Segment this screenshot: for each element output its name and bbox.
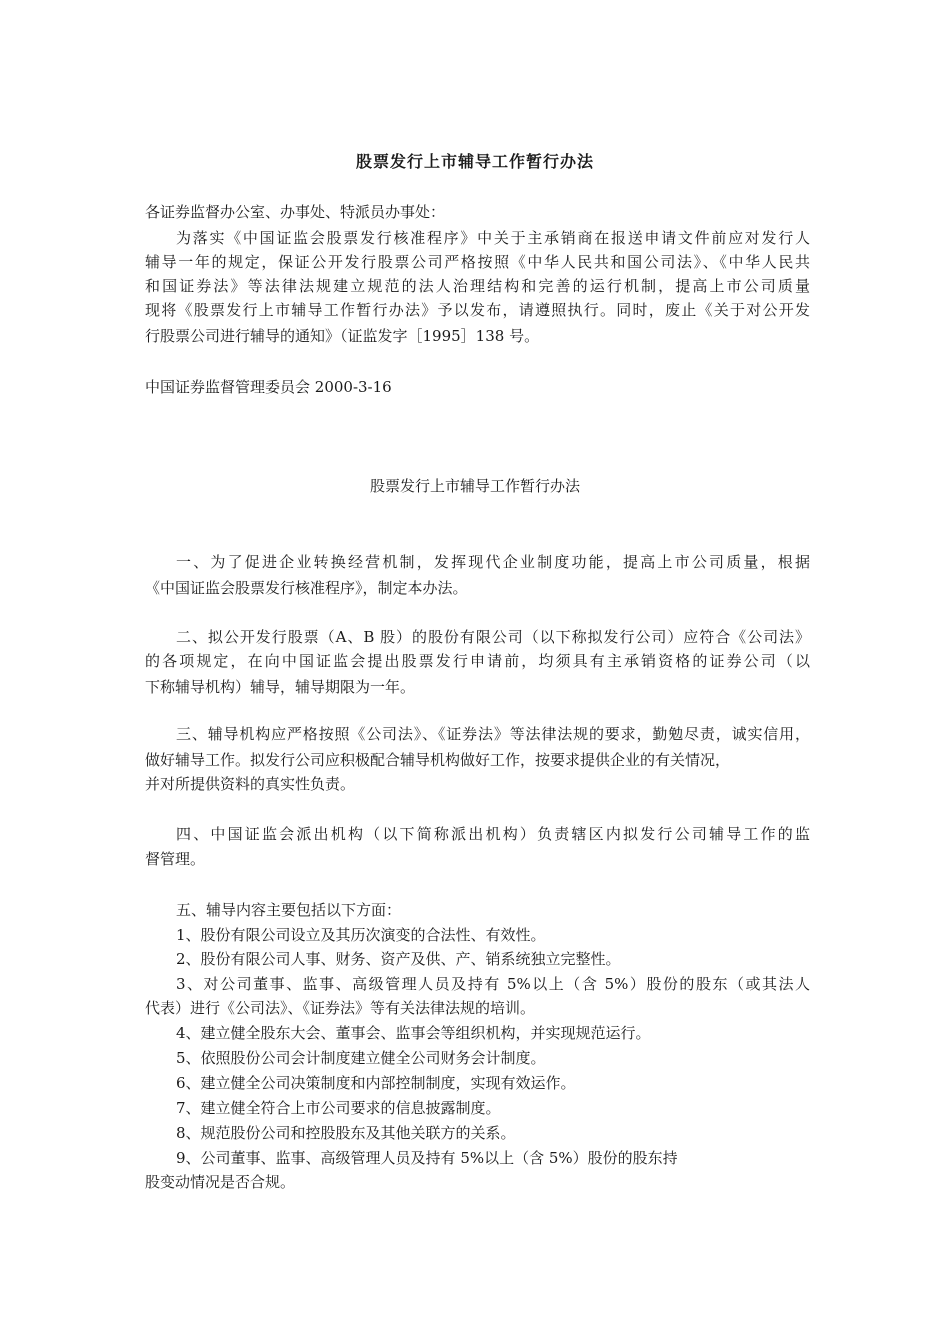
article-4-line: 四、中国证监会派出机构（以下简称派出机构）负责辖区内拟发行公司辅导工作的监 [176, 825, 810, 843]
intro-line: 辅导一年的规定，保证公开发行股票公司严格按照《中华人民共和国公司法》、《中华人民共 [145, 253, 810, 271]
article-3-line: 做好辅导工作。拟发行公司应积极配合辅导机构做好工作，按要求提供企业的有关情况， [145, 751, 731, 769]
list-item: 5、依照股份公司会计制度建立健全公司财务会计制度。 [176, 1049, 546, 1067]
article-3-line: 并对所提供资料的真实性负责。 [145, 775, 356, 793]
intro-line: 为落实《中国证监会股票发行核准程序》中关于主承销商在报送申请文件前应对发行人 [176, 229, 810, 247]
intro-line: 和国证券法》等法律法规建立规范的法人治理结构和完善的运行机制，提高上市公司质量 [145, 277, 810, 295]
list-item: 7、建立健全符合上市公司要求的信息披露制度。 [176, 1099, 501, 1117]
list-item: 9、公司董事、监事、高级管理人员及持有 5%以上（含 5%）股份的股东持 [176, 1149, 678, 1167]
salutation: 各证券监督办公室、办事处、特派员办事处： [145, 203, 446, 221]
list-item: 1、股份有限公司设立及其历次演变的合法性、有效性。 [176, 926, 546, 944]
document-title: 股票发行上市辅导工作暂行办法 [355, 152, 594, 171]
article-2-line: 二、拟公开发行股票（A、B 股）的股份有限公司（以下称拟发行公司）应符合《公司法》 [176, 628, 810, 646]
intro-line: 行股票公司进行辅导的通知》（证监发字［1995］138 号。 [145, 327, 540, 345]
list-item: 代表）进行《公司法》、《证券法》等有关法律法规的培训。 [145, 999, 536, 1017]
list-item: 6、建立健全公司决策制度和内部控制制度，实现有效运作。 [176, 1074, 576, 1092]
article-2-line: 下称辅导机构）辅导，辅导期限为一年。 [145, 678, 416, 696]
list-item: 8、规范股份公司和控股股东及其他关联方的关系。 [176, 1124, 516, 1142]
signature: 中国证券监督管理委员会 2000-3-16 [145, 378, 392, 396]
document-subtitle: 股票发行上市辅导工作暂行办法 [369, 477, 580, 495]
article-2-line: 的各项规定，在向中国证监会提出股票发行申请前，均须具有主承销资格的证券公司（以 [145, 652, 810, 670]
list-item: 2、股份有限公司人事、财务、资产及供、产、销系统独立完整性。 [176, 950, 621, 968]
list-item: 股变动情况是否合规。 [145, 1173, 296, 1191]
intro-line: 现将《股票发行上市辅导工作暂行办法》予以发布，请遵照执行。同时，废止《关于对公开发 [145, 301, 810, 319]
article-1-line: 一、为了促进企业转换经营机制，发挥现代企业制度功能，提高上市公司质量，根据 [176, 553, 810, 571]
article-1-line: 《中国证监会股票发行核准程序》，制定本办法。 [145, 579, 468, 597]
article-3-line: 三、辅导机构应严格按照《公司法》、《证券法》等法律法规的要求，勤勉尽责，诚实信用， [176, 725, 810, 743]
article-4-line: 督管理。 [145, 850, 206, 868]
article-5-heading: 五、辅导内容主要包括以下方面： [176, 901, 402, 919]
list-item: 4、建立健全股东大会、董事会、监事会等组织机构，并实现规范运行。 [176, 1024, 651, 1042]
list-item: 3、对公司董事、监事、高级管理人员及持有 5%以上（含 5%）股份的股东（或其法人 [176, 975, 810, 993]
